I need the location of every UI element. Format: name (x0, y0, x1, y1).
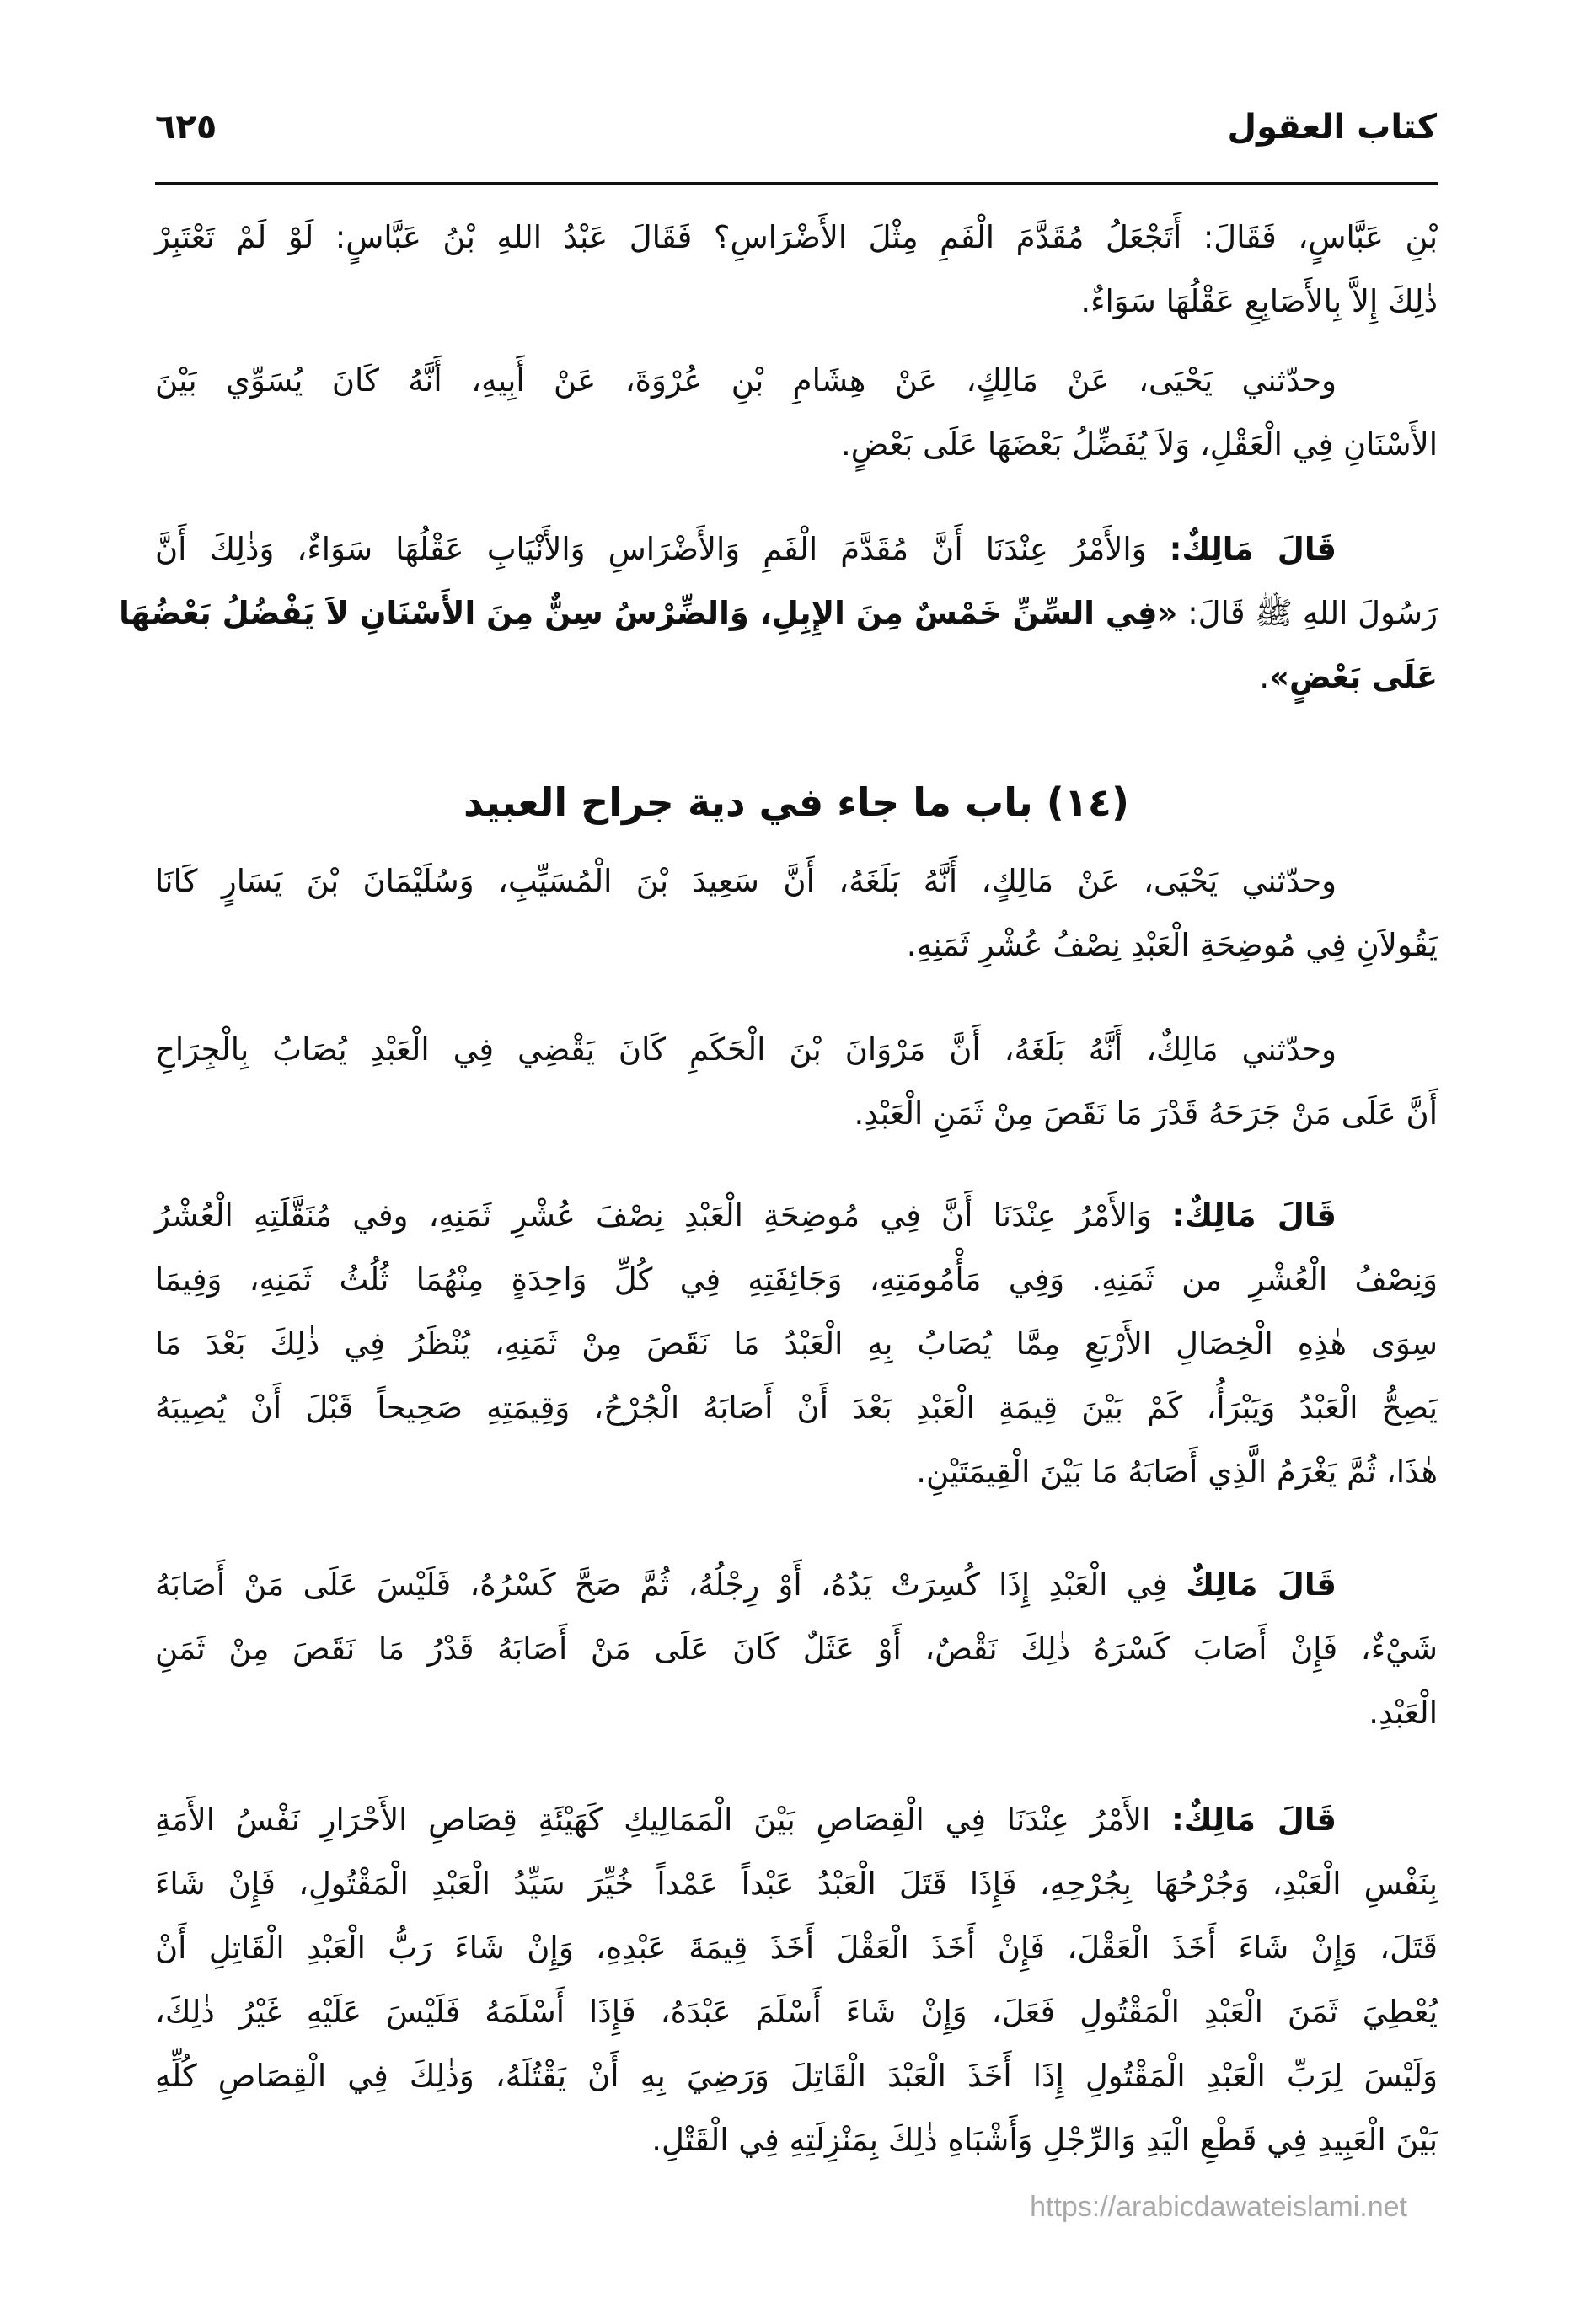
paragraph (155, 849, 1438, 977)
text-segment: وحدّثني يَحْيَى، عَنْ مَالِكٍ، عَنْ هِشَامِ بْنِ عُرْوَةَ، عَنْ أَبِيهِ، أَنَّهُ كَانَ يُسَوِّي بَيْنَ (155, 362, 1337, 399)
text-line (119, 581, 1438, 645)
text-line (155, 517, 1438, 581)
paragraph (155, 1018, 1438, 1146)
bold-text: قَالَ مَالِكٌ (1186, 1566, 1337, 1603)
text-segment: بِنَفْسِ الْعَبْدِ، وَجُرْحُهَا بِجُرْحِهِ، فَإِذَا قَتَلَ الْعَبْدُ عَبْداً عَمْداً خُيِّرَ سَيِّدُ الْعَبْدِ الْمَقْتُولِ، فَإِنْ شَاءَ (155, 1866, 1438, 1902)
text-line (155, 206, 1438, 270)
text-segment: وَنِصْفُ الْعُشْرِ من ثَمَنِهِ. وَفِي مَأْمُومَتِهِ، وَجَائِفَتِهِ فِي كُلِّ وَاحِدَةٍ مِنْهُمَا ثُلُثُ ثَمَنِهِ، وَفِيمَا (155, 1261, 1438, 1298)
text-line (155, 1248, 1438, 1312)
text-line (155, 913, 1438, 977)
text-segment: يَصِحُّ الْعَبْدُ وَيَبْرَأُ، كَمْ بَيْنَ قِيمَةِ الْعَبْدِ بَعْدَ أَنْ أَصَابَهُ الْجُرْحُ، وَقِيمَتِهِ صَحِيحاً قَبْلَ أَنْ يُصِيبَهُ (155, 1390, 1438, 1426)
bold-text: «فِي السِّنِّ خَمْسٌ مِنَ الإِبِلِ، وَالضِّرْسُ سِنٌّ مِنَ الأَسْنَانِ لاَ يَفْضُلُ بَعْضُهَا (119, 595, 1178, 631)
text-segment: ذٰلِكَ إِلاَّ بِالأَصَابِعِ عَقْلُهَا سَوَاءٌ. (1080, 283, 1438, 319)
text-line (155, 849, 1438, 913)
watermark: https://arabicdawateislami.net (1030, 2191, 1407, 2223)
text-line (155, 1082, 1438, 1146)
text-line (155, 1376, 1438, 1440)
text-segment: أَنَّ عَلَى مَنْ جَرَحَهُ قَدْرَ مَا نَقَصَ مِنْ ثَمَنِ الْعَبْدِ. (854, 1095, 1438, 1132)
text-line (155, 1916, 1438, 1980)
text-segment: يَقُولاَنِ فِي مُوضِحَةِ الْعَبْدِ نِصْفُ عُشْرِ ثَمَنِهِ. (906, 927, 1438, 963)
text-line (155, 1553, 1438, 1617)
text-line (155, 349, 1438, 413)
text-segment: يُعْطِيَ ثَمَنَ الْعَبْدِ الْمَقْتُولِ فَعَلَ، وَإِنْ شَاءَ أَسْلَمَ عَبْدَهُ، فَإِذَا أَسْلَمَهُ فَلَيْسَ عَلَيْهِ غَيْرُ ذٰلِكَ، (155, 1994, 1438, 2030)
text-line (155, 1788, 1438, 1852)
text-segment: فِي الْعَبْدِ إِذَا كُسِرَتْ يَدُهُ، أَوْ رِجْلُهُ، ثُمَّ صَحَّ كَسْرُهُ، فَلَيْسَ عَلَى مَنْ أَصَابَهُ (155, 1566, 1187, 1603)
text-segment: وحدّثني مَالِكٌ، أَنَّهُ بَلَغَهُ، أَنَّ مَرْوَانَ بْنَ الْحَكَمِ كَانَ يَقْضِي فِي الْعَبْدِ يُصَابُ بِالْجِرَاحِ (155, 1031, 1337, 1068)
paragraph (155, 1553, 1438, 1745)
text-line (155, 2044, 1438, 2108)
text-segment: الأَمْرُ عِنْدَنَا فِي الْقِصَاصِ بَيْنَ الْمَمَالِيكِ كَهَيْئَةِ قِصَاصِ الأَحْرَارِ نَفْسُ الأَمَةِ (155, 1802, 1171, 1838)
text-segment: شَيْءٌ، فَإِنْ أَصَابَ كَسْرَهُ ذٰلِكَ نَقْصٌ، أَوْ عَثَلٌ كَانَ عَلَى مَنْ أَصَابَهُ قَدْرُ مَا نَقَصَ مِنْ ثَمَنِ (155, 1631, 1438, 1667)
text-line (155, 413, 1438, 477)
text-line (155, 2108, 1438, 2172)
text-segment: . (1259, 659, 1270, 695)
page-number: ٦٢٥ (155, 108, 217, 147)
bold-text: قَالَ مَالِكٌ: (1171, 1197, 1337, 1234)
text-line (155, 1184, 1438, 1248)
text-line (155, 270, 1438, 334)
text-line (155, 1852, 1438, 1916)
text-segment: بْنِ عَبَّاسٍ، فَقَالَ: أَتَجْعَلُ مُقَدَّمَ الْفَمِ مِثْلَ الأَضْرَاسِ؟ فَقَالَ عَبْدُ اللهِ بْنُ عَبَّاسٍ: لَوْ لَمْ تَعْتَبِرْ (155, 219, 1438, 255)
bold-text: قَالَ مَالِكٌ: (1171, 1802, 1337, 1838)
text-segment: وَالأَمْرُ عِنْدَنَا أَنَّ فِي مُوضِحَةِ الْعَبْدِ نِصْفَ عُشْرِ ثَمَنِهِ، وفي مُنَقَّلَتِهِ الْعُشْرُ (155, 1197, 1172, 1234)
book-title: كتاب العقول (1227, 108, 1437, 147)
text-segment: بَيْنَ الْعَبِيدِ فِي قَطْعِ الْيَدِ وَالرِّجْلِ وَأَشْبَاهِ ذٰلِكَ بِمَنْزِلَتِهِ فِي الْقَتْلِ. (651, 2122, 1438, 2158)
text-line (155, 1440, 1438, 1504)
text-segment: رَسُولَ اللهِ ﷺ قَالَ: (1177, 595, 1438, 631)
paragraph (119, 517, 1438, 710)
text-segment: الأَسْنَانِ فِي الْعَقْلِ، وَلاَ يُفَضِّلُ بَعْضَهَا عَلَى بَعْضٍ. (841, 426, 1438, 463)
paragraph (155, 206, 1438, 334)
text-line (155, 645, 1438, 710)
paragraph (155, 349, 1438, 477)
text-segment: وَالأَمْرُ عِنْدَنَا أَنَّ مُقَدَّمَ الْفَمِ وَالأَضْرَاسِ وَالأَنْيَابِ عَقْلُهَا سَوَاءٌ، وَذٰلِكَ أَنَّ (155, 531, 1170, 567)
text-line (155, 1312, 1438, 1376)
paragraph (155, 1788, 1438, 2172)
text-segment: وحدّثني يَحْيَى، عَنْ مَالِكٍ، أَنَّهُ بَلَغَهُ، أَنَّ سَعِيدَ بْنَ الْمُسَيِّبِ، وَسُلَيْمَانَ بْنَ يَسَارٍ كَانَا (155, 863, 1337, 899)
text-segment: الْعَبْدِ. (1369, 1695, 1438, 1731)
chapter-heading: (١٤) باب ما جاء في دية جراح العبيد (463, 779, 1130, 825)
text-line (155, 1681, 1438, 1745)
header-rule (155, 182, 1438, 185)
text-segment: وَلَيْسَ لِرَبِّ الْعَبْدِ الْمَقْتُولِ إِذَا أَخَذَ الْعَبْدَ الْقَاتِلَ وَرَضِيَ بِهِ أَنْ يَقْتُلَهُ، وَذٰلِكَ فِي الْقِصَاصِ كُلِّهِ (155, 2058, 1438, 2094)
text-segment: سِوَى هٰذِهِ الْخِصَالِ الأَرْبَعِ مِمَّا يُصَابُ بِهِ الْعَبْدُ مَا نَقَصَ مِنْ ثَمَنِهِ، يُنْظَرُ فِي ذٰلِكَ بَعْدَ مَا (155, 1325, 1438, 1362)
paragraph (155, 1184, 1438, 1504)
text-line (155, 1980, 1438, 2044)
text-segment: قَتَلَ، وَإِنْ شَاءَ أَخَذَ الْعَقْلَ، فَإِنْ أَخَذَ الْعَقْلَ أَخَذَ قِيمَةَ عَبْدِهِ، وَإِنْ شَاءَ رَبُّ الْعَبْدِ الْقَاتِلِ أَنْ (155, 1930, 1438, 1966)
text-line (155, 1617, 1438, 1681)
bold-text: عَلَى بَعْضٍ» (1269, 659, 1438, 695)
text-segment: هٰذَا، ثُمَّ يَغْرَمُ الَّذِي أَصَابَهُ مَا بَيْنَ الْقِيمَتَيْنِ. (916, 1454, 1438, 1490)
bold-text: قَالَ مَالِكٌ: (1169, 531, 1337, 567)
text-line (155, 1018, 1438, 1082)
